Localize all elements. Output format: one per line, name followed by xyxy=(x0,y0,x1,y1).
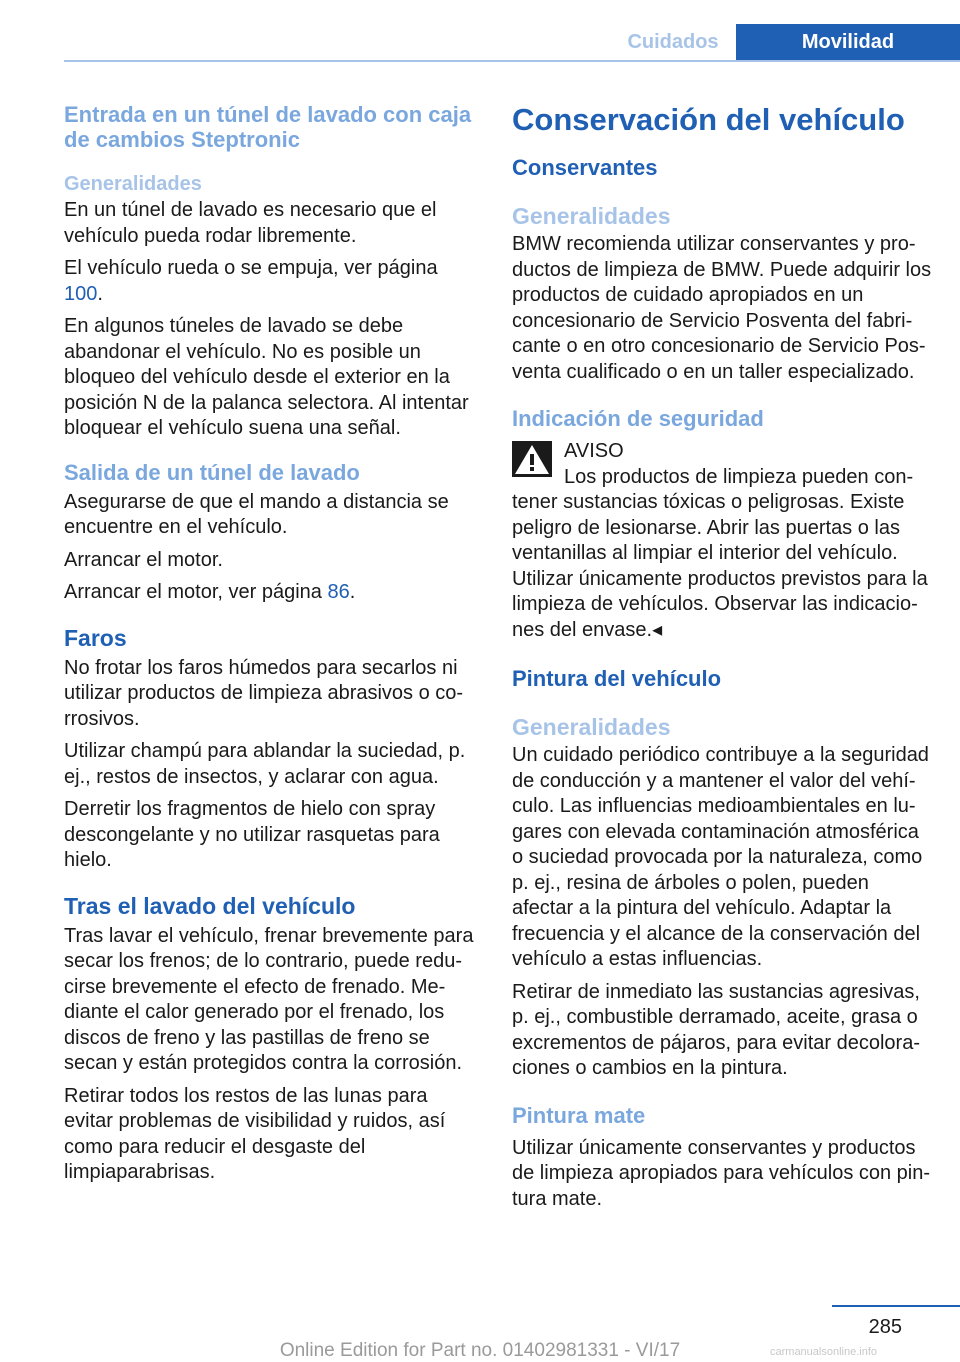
tab-movilidad[interactable]: Movilidad xyxy=(736,24,960,60)
watermark: carmanualsonline.info xyxy=(770,1346,878,1358)
warning-text: Los productos de limpieza pueden contener sustancias tóxicas o peligrosas. Existe peligro de lesionarse. Abrir las puertas o las ventanillas al limpiar el interior del vehículo. Utilizar únicamente productos previstos para la limpieza de vehículos. Observar las indicaciones del envase.◂ xyxy=(512,465,928,641)
paragraph: Tras lavar el vehículo, frenar brevemente para secar los frenos; de lo contrario, puede reducirse brevemente el efecto de frenado. Mediante el calor generado por el frenado, los discos de freno y las pastillas de freno se secan y están protegidos contra la corrosión. xyxy=(64,924,474,1074)
paragraph: Arrancar el motor. xyxy=(64,548,223,571)
warning-block xyxy=(512,439,932,643)
paragraph: BMW recomienda utilizar conservantes y productos de limpieza de BMW. Puede adquirir los productos de cuidado apropiados en un concesionario de Servicio Posventa del fabricante o en otro concesionario de Servicio Posventa cualificado o en un taller especializado. xyxy=(512,233,932,383)
header-divider xyxy=(64,60,960,62)
paragraph: No frotar los faros húmedos para secarlos ni utilizar productos de limpieza abrasivos o corrosivos. xyxy=(64,656,464,730)
lead-heading: Entrada en un túnel de lavado con caja de cambios Steptronic xyxy=(64,102,472,152)
page-link-86[interactable]: 86 xyxy=(327,581,350,603)
warning-label: AVISO xyxy=(564,440,624,462)
paragraph: En algunos túneles de lavado se debe abandonar el vehículo. No es posible un bloqueo del vehículo desde el exterior en la posición N de la palanca selectora. Al intentar bloquear el vehículo suena una señal. xyxy=(64,315,469,439)
warning-triangle-icon xyxy=(512,441,552,477)
paragraph-with-link xyxy=(64,580,478,606)
section-heading-salida: Salida de un túnel de lavado xyxy=(64,459,360,485)
paragraph-text: El vehículo rueda o se empuja, ver página xyxy=(64,257,438,279)
paragraph: Derretir los fragmentos de hielo con spray descongelante y no utilizar rasquetas para hielo. xyxy=(64,798,440,871)
right-column xyxy=(512,100,932,1219)
section-heading-tras-lavado: Tras el lavado del vehículo xyxy=(64,892,356,919)
paragraph: En un túnel de lavado es necesario que el vehículo pueda rodar libremente. xyxy=(64,199,437,247)
chapter-title: Conservación del vehículo xyxy=(512,102,905,137)
paragraph: Utilizar únicamente conservantes y productos de limpieza apropiados para vehículos con pintura mate. xyxy=(512,1136,931,1210)
subheading-generalidades: Generalidades xyxy=(512,714,671,740)
paragraph: Retirar todos los restos de las lunas para evitar problemas de visibilidad y ruidos, así como para reducir el desgaste del limpiaparabrisas. xyxy=(64,1084,446,1183)
section-heading-pintura-mate: Pintura mate xyxy=(512,1102,646,1128)
tab-cuidados[interactable]: Cuidados xyxy=(627,31,719,53)
edition-footer: Online Edition for Part no. 01402981331 - VI/17 xyxy=(279,1340,681,1361)
page-number: 285 xyxy=(868,1316,902,1338)
paragraph-text: Arrancar el motor, ver página xyxy=(64,581,328,603)
paragraph: Utilizar champú para ablandar la suciedad, p. ej., restos de insectos, y aclarar con agua. xyxy=(64,740,466,788)
paragraph-text: . xyxy=(349,581,356,603)
left-column xyxy=(64,100,478,1193)
subchapter-heading-conservantes: Conservantes xyxy=(512,155,658,180)
footer-divider xyxy=(832,1305,960,1307)
section-heading-faros: Faros xyxy=(64,624,127,651)
page-link-100[interactable]: 100 xyxy=(64,282,98,305)
section-heading-pintura: Pintura del vehículo xyxy=(512,666,722,691)
paragraph-with-link xyxy=(64,256,478,307)
subheading-generalidades: Generalidades xyxy=(512,203,671,229)
section-heading-seguridad: Indicación de seguridad xyxy=(512,406,764,431)
paragraph: Asegurarse de que el mando a distancia se encuentre en el vehículo. xyxy=(64,490,449,538)
paragraph: Un cuidado periódico contribuye a la seguridad de conducción y a mantener el valor del vehículo. Las influencias medioambientales en lugares con elevada contaminación atmosférica o suciedad provocada por la naturaleza, como p. ej., resina de árboles o polen, pueden afectar a la pintura del vehículo. Adaptar la frecuencia y el alcance de la conservación del vehículo a estas influencias. xyxy=(512,744,929,970)
page-header xyxy=(0,0,960,62)
paragraph: Retirar de inmediato las sustancias agresivas, p. ej., combustible derramado, aceite, grasa o excrementos de pájaros, para evitar decoloraciones o cambios en la pintura. xyxy=(512,980,920,1079)
subheading-generalidades: Generalidades xyxy=(64,173,202,195)
paragraph-text: . xyxy=(97,282,103,305)
